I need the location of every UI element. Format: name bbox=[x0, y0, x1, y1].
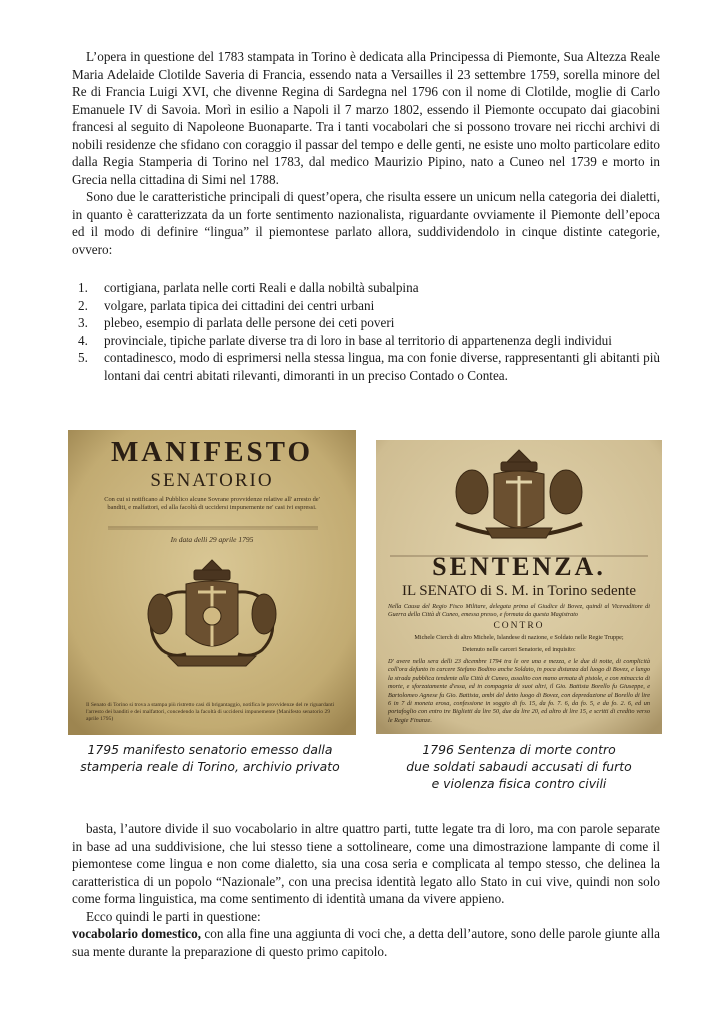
list-item: 3. plebeo, esempio di parlata delle persone dei ceti poveri bbox=[78, 315, 395, 330]
sentenza-contro: CONTRO bbox=[493, 621, 545, 631]
sentenza-accused: Michele Cierch di altro Michele, Islandese di nazione, e Soldato nelle Regie Truppe; bbox=[414, 634, 624, 641]
figure1-caption: 1795 manifesto senatorio emesso dalla stamperia reale di Torino, archivio privato bbox=[80, 742, 340, 774]
list-item: 2. volgare, parlata tipica dei cittadini dei centri urbani bbox=[78, 297, 375, 313]
outro-text bbox=[72, 820, 660, 960]
intro-text bbox=[72, 48, 660, 258]
sentenza-title: SENTENZA. bbox=[432, 552, 606, 581]
list-item: 1. cortigiana, parlata nelle corti Reali e dalla nobiltà subalpina bbox=[78, 280, 419, 295]
manifesto-date: In data delli 29 aprile 1795 bbox=[170, 535, 254, 544]
manifesto-subtitle: SENATORIO bbox=[150, 470, 274, 491]
coat-of-arms-icon bbox=[68, 552, 356, 692]
figure2-caption: 1796 Sentenza di morte contro due soldati sabaudi accusati di furto e violenza fisica contro civili bbox=[406, 742, 632, 791]
outro-paragraph-3: vocabolario domestico, con alla fine una aggiunta di voci che, a detta dell’autore, sono delle parole giunte alla sua mente durante la preparazione di questo primo capitolo. bbox=[72, 926, 660, 959]
sentenza-image bbox=[376, 440, 662, 734]
intro-paragraph-1: L’opera in questione del 1783 stampata in Torino è dedicata alla Principessa di Piemonte, Sua Altezza Reale Maria Adelaide Clotilde Saveria di Francia, essendo nata a Versailles il 23 settembre 1759, sorella minore del Re di Francia Luigi XVI, che divenne Regina di Sardegna nel 1796 con il nome di Clotilde, moglie di Carlo Emanuele IV di Savoia. Morì in esilio a Napoli il 7 marzo 1802, essendo il Piemonte occupato dai giacobini francesi al seguito di Napoleone Buonaparte. Tra i tanti vocabolari che si possono trovare nei ricchi archivi di nobili residenze che sfidano con coraggio il passar del tempo e delle genti, ne esiste uno molto particolare edito dalla Regia Stamperia di Torino nel 1783, dal medico Maurizio Pipino, nato a Cuneo nel 1739 e morto in Grecia nella cittadina di Simi nel 1788. bbox=[72, 49, 660, 187]
dialect-categories-list bbox=[72, 279, 660, 384]
sentenza-intro: Nella Causa del Regio Fisco Militare, delegata prima al Giudice di Bovez, quindi al Vicevaditore di Guerra della Città di Cuneo, emessa presso, e formata da questa Magistrato bbox=[388, 603, 650, 618]
list-item: 5. contadinesco, modo di esprimersi nella stessa lingua, ma con fonie diverse, rappresentanti gli abitanti più lontani dai centri abitati rilevanti, dimoranti in un preciso Contado o Contea. bbox=[78, 350, 660, 383]
manifesto-body: Con cui si notificano al Pubblico alcune Sovrane provvidenze relative all' arresto de' banditi, e malfattori, ed alla facoltà di uccidersi impunemente ne' casi ivi espressi. bbox=[104, 496, 320, 511]
vocabolario-domestico-term: vocabolario domestico, bbox=[72, 926, 202, 941]
manifesto-title: MANIFESTO bbox=[110, 436, 314, 468]
outro-paragraph-1: basta, l’autore divide il suo vocabolario in altre quattro parti, tutte legate tra di loro, ma con parole separate in base ad una suddivisione, che lui stesso tiene a sottolineare, come una dimostrazione lampante di come il piemontese come lingua e non come dialetto, sia una cosa seria e complicata al tempo stesso, che delinea la caratteristica di un popolo “Nazionale”, con una precisa identità legato allo Stato in cui vive, quindi non solo come forma linguistica, ma come sentimento di identità umana da vivere appieno. bbox=[72, 821, 660, 906]
list-item: 4. provinciale, tipiche parlate diverse tra di loro in base al territorio di appartenenza degli individui bbox=[78, 332, 612, 348]
sentenza-body: D' avere nella sera delli 23 dicembre 1794 tra le ore una e mezza, e le due di notte, di complicità coll'ora defunto in carcere Stefano Bodino anche Soldato, in poca distanza dal luogo di Bovez, e lungo la strada pubblica tendente alla Città di Cuneo, assalito con mano armata di pistole, e con minaccia di morte, e sforzatamente d'essa, ed in compagnia di suoi altri, il Gio. Battista Borello fu Giuseppe, e Bartolomeo Agnese fu Gio. Battista, ambi del detto luogo di Bovez, con depredazione al Borello di lire 6 in 7 di moneta erosa, confessione in soggio di fo. 15, da fo. 7. 6, da fo. 5, e da fo. 2. 6, ed un portafoglio con entro tre Biglietti da lire 50, due da lire 20, ed altro di lire 15, e scritti di credito verso le Regie Finanze. bbox=[388, 658, 650, 724]
manifesto-image bbox=[68, 430, 356, 735]
intro-paragraph-2: Sono due le caratteristiche principali di quest’opera, che risulta essere un unicum nella categoria dei dialetti, in quanto è caratterizzata da un forte sentimento nazionalista, riguardante ovviamente il Piemonte dell’epoca ed il modo di definire “lingua” il piemontese parlato allora, suddividendolo in cinque distinte categorie, ovvero: bbox=[72, 189, 660, 257]
sentenza-detained: Detenuto nelle carceri Senatorie, ed inquisito: bbox=[462, 646, 576, 653]
sentenza-subtitle: IL SENATO di S. M. in Torino sedente bbox=[401, 583, 637, 599]
manifesto-footer: Il Senato di Torino si trova a stampa più ristretto casi di brigantaggio, notifica le provvidenze del re riguardanti l'arresto dei banditi e dei malfattori, concedendo la facoltà di uccidersi impunemente (Manifesto senatorio 29 aprile 1795) bbox=[86, 702, 335, 722]
outro-paragraph-2: Ecco quindi le parti in questione: bbox=[86, 908, 261, 924]
